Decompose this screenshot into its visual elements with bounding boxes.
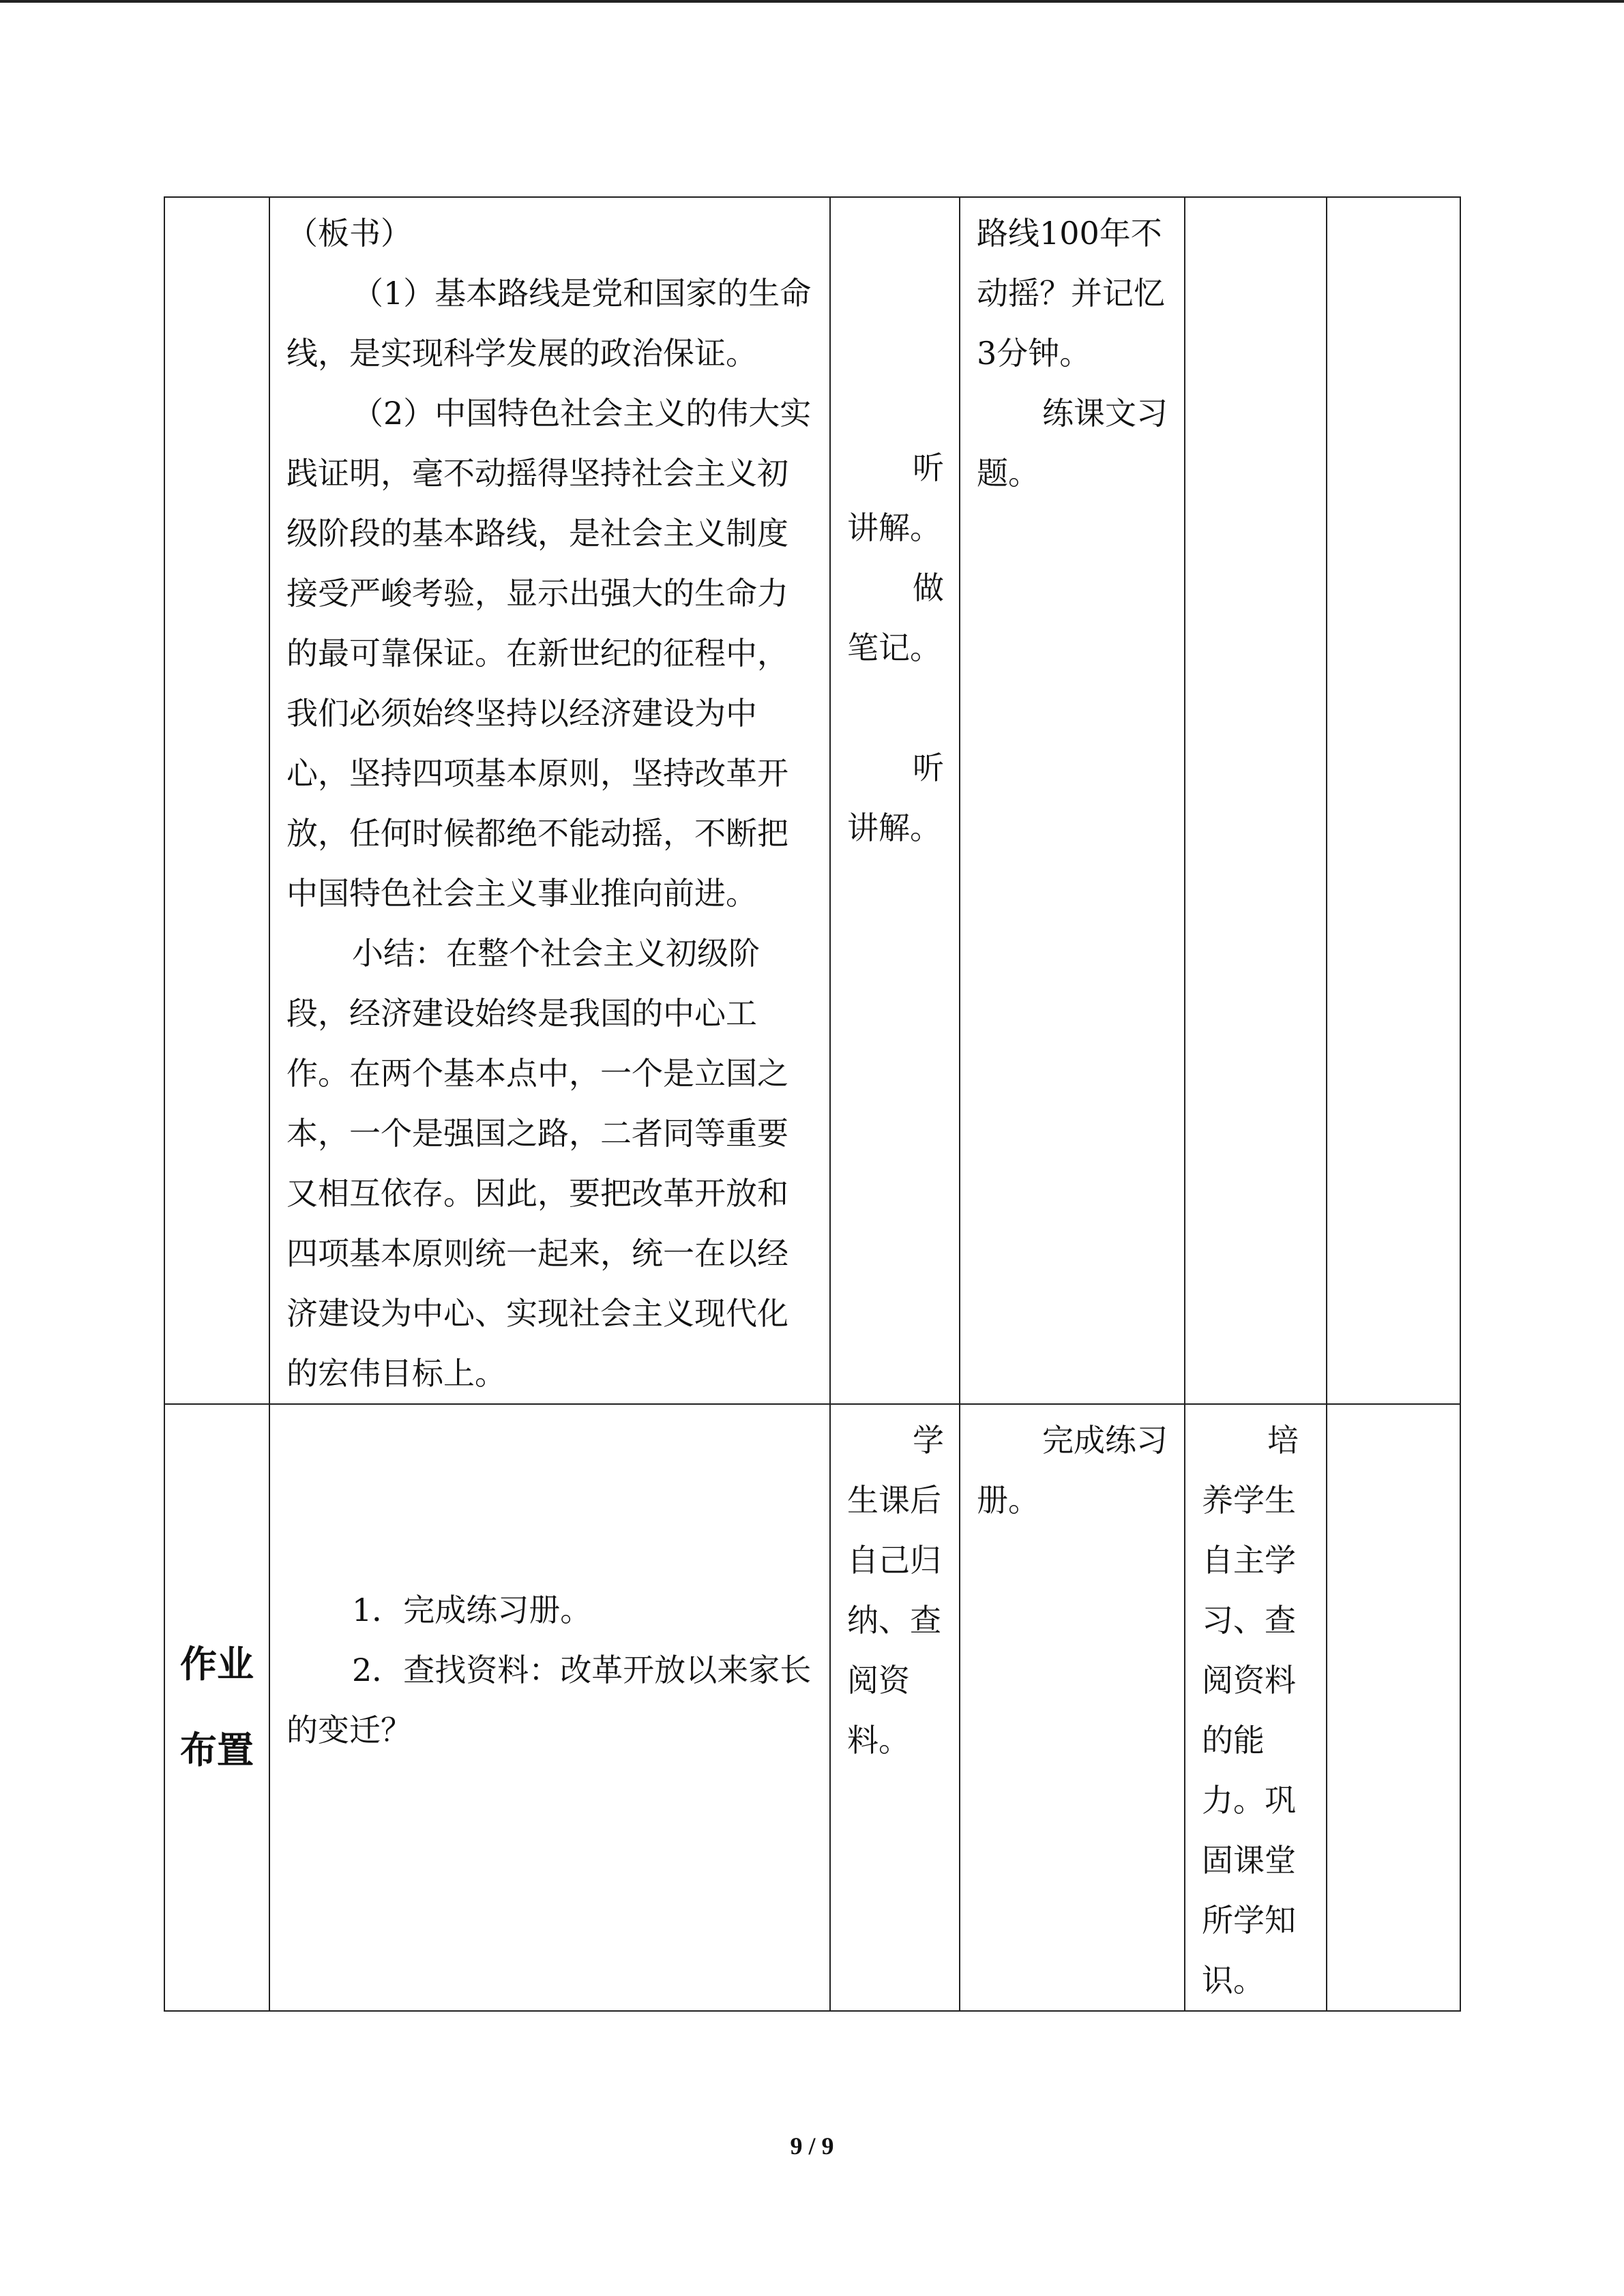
homework-item: 1．完成练习册。 xyxy=(352,1592,592,1628)
exercise-cell xyxy=(960,197,1185,1404)
teaching-content-cell xyxy=(269,197,830,1404)
summary-paragraph: 小结：在整个社会主义初级阶段，经济建设始终是我国的中心工作。在两个基本点中，一个是立国之本，一个是强国之路，二者同等重要又相互依存。因此，要把改革开放和四项基本原则统一起来，统一在以经济建设为中心、实现社会主义现代化的宏伟目标上。 xyxy=(286,935,788,1392)
board-writing-heading: （板书） xyxy=(286,215,412,252)
student-activity-text: 学生课后自己归纳、查阅资料。 xyxy=(847,1422,944,1759)
purpose-cell xyxy=(1185,1404,1327,2011)
label-cell-empty xyxy=(164,197,269,1404)
exercise-text: 路线100年不动摇？并记忆3分钟。 xyxy=(977,215,1165,372)
purpose-cell-empty xyxy=(1185,197,1327,1404)
student-activity-text: 听讲解。 xyxy=(847,749,944,846)
exercise-cell xyxy=(960,1404,1185,2011)
table-row xyxy=(164,197,1460,1404)
exercise-text: 练课文习题。 xyxy=(977,395,1168,492)
student-activity-cell xyxy=(830,197,960,1404)
student-activity-cell xyxy=(830,1404,960,2011)
homework-item: 2．查找资料：改革开放以来家长的变迁？ xyxy=(286,1652,812,1748)
homework-content-cell xyxy=(269,1404,830,2011)
lesson-plan-table xyxy=(164,196,1461,2012)
homework-label: 作业布置 xyxy=(180,1643,254,1772)
notes-cell-empty xyxy=(1327,1404,1460,2011)
exercise-text: 完成练习册。 xyxy=(977,1422,1168,1519)
content-paragraph: （1）基本路线是党和国家的生命线，是实现科学发展的政治保证。 xyxy=(286,275,812,372)
homework-label-cell xyxy=(164,1404,269,2011)
notes-cell-empty xyxy=(1327,197,1460,1404)
table-row xyxy=(164,1404,1460,2011)
top-border-line xyxy=(0,0,1624,3)
content-paragraph: （2）中国特色社会主义的伟大实践证明，毫不动摇得坚持社会主义初级阶段的基本路线，是社会主义制度接受严峻考验，显示出强大的生命力的最可靠保证。在新世纪的征程中，我们必须始终坚持以经济建设为中心，坚持四项基本原则，坚持改革开放，任何时候都绝不能动摇，不断把中国特色社会主义事业推向前进。 xyxy=(286,395,812,912)
page-number: 9 / 9 xyxy=(790,2132,834,2160)
purpose-text: 培养学生自主学习、查阅资料的能力。巩固课堂所学知识。 xyxy=(1202,1422,1299,1999)
student-activity-text: 听讲解。 xyxy=(847,449,944,546)
student-activity-text: 做笔记。 xyxy=(847,569,944,666)
